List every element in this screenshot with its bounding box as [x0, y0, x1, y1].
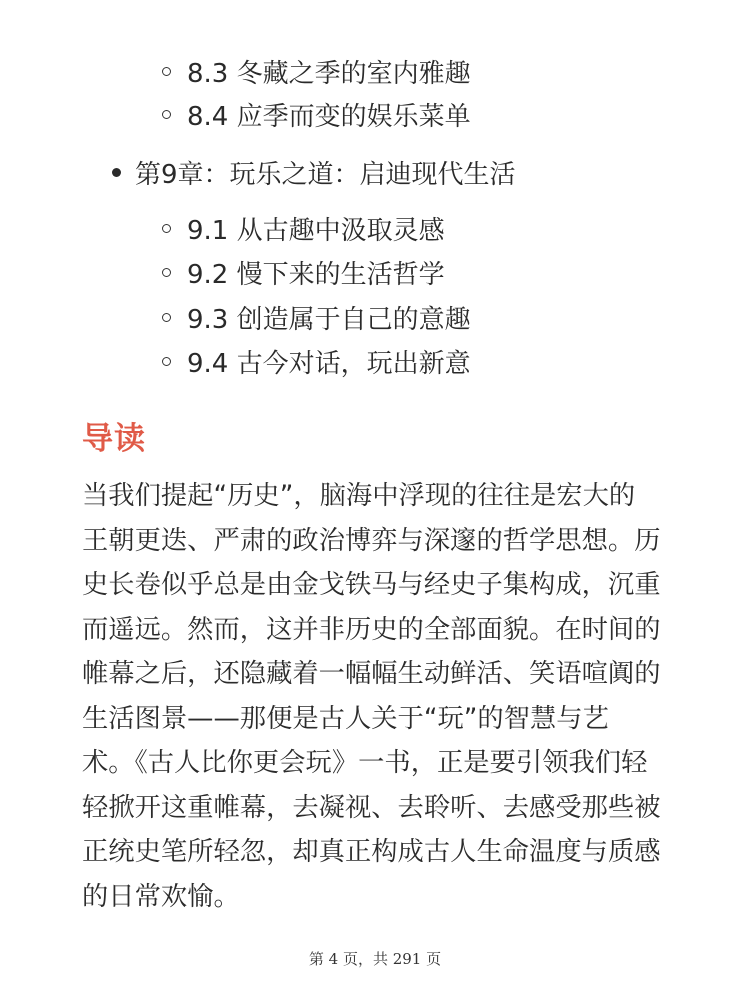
- page-number-footer: 第 4 页，共 291 页: [308, 950, 442, 968]
- paragraph-line: 王朝更迭、严肃的政治博弈与深邃的哲学思想。历: [82, 525, 661, 556]
- toc-chapter-label: 第9章：玩乐之道：启迪现代生活: [135, 159, 516, 190]
- hollow-bullet-icon: [162, 110, 171, 119]
- paragraph-line: 正统史笔所轻忽，却真正构成古人生命温度与质感: [82, 837, 661, 867]
- intro-paragraph: [82, 474, 672, 919]
- toc-subitem[interactable]: [162, 252, 445, 292]
- toc-subitem[interactable]: [162, 208, 445, 248]
- toc-subitem[interactable]: [162, 297, 471, 337]
- hollow-bullet-icon: [162, 224, 171, 233]
- hollow-bullet-icon: [162, 67, 171, 76]
- toc-subitem-label: 9.4 古今对话，玩出新意: [187, 348, 471, 379]
- toc-subitem[interactable]: [162, 51, 471, 91]
- toc-subitem-label: 9.2 慢下来的生活哲学: [187, 259, 445, 290]
- hollow-bullet-icon: [162, 268, 171, 277]
- paragraph-line: 生活图景——那便是古人关于“玩”的智慧与艺: [82, 703, 609, 734]
- toc-subitem-label: 9.3 创造属于自己的意趣: [187, 304, 471, 335]
- hollow-bullet-icon: [162, 313, 171, 322]
- paragraph-line: 轻掀开这重帷幕，去凝视、去聆听、去感受那些被: [82, 792, 661, 823]
- paragraph-line: 而遥远。然而，这并非历史的全部面貌。在时间的: [82, 614, 661, 645]
- filled-bullet-icon: [112, 168, 121, 177]
- toc-subitem[interactable]: [162, 341, 471, 381]
- section-heading: 导读: [82, 421, 146, 457]
- paragraph-line: 史长卷似乎总是由金戈铁马与经史子集构成，沉重: [82, 570, 661, 600]
- toc-subitem-label: 9.1 从古趣中汲取灵感: [187, 215, 445, 246]
- paragraph-line: 的日常欢愉。: [82, 881, 240, 912]
- paragraph-line: 帷幕之后，还隐藏着一幅幅生动鲜活、笑语喧阗的: [82, 659, 661, 689]
- toc-subitem-label: 8.3 冬藏之季的室内雅趣: [187, 58, 471, 89]
- hollow-bullet-icon: [162, 357, 171, 366]
- paragraph-line: 术。《古人比你更会玩》一书，正是要引领我们轻: [82, 748, 648, 778]
- toc-chapter-item[interactable]: [112, 152, 516, 192]
- toc-subitem[interactable]: [162, 94, 471, 134]
- toc-subitem-label: 8.4 应季而变的娱乐菜单: [187, 101, 471, 132]
- paragraph-line: 当我们提起“历史”，脑海中浮现的往往是宏大的: [82, 481, 636, 511]
